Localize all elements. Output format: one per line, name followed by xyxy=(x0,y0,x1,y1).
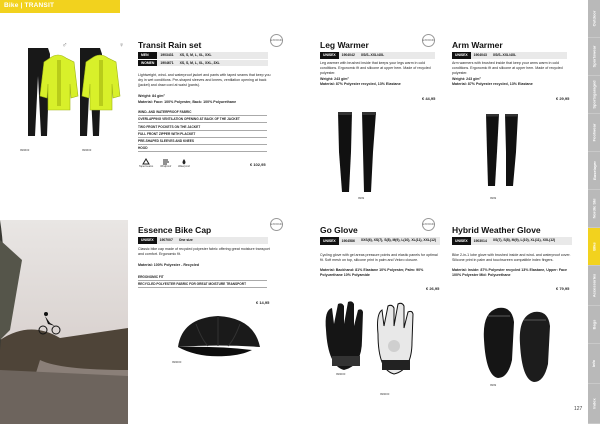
arm-warmer-material: Material: 87% Polyester recycled, 13% Elastane xyxy=(452,82,533,86)
bike-cap-badge: EXPAND xyxy=(270,218,283,231)
table-row xyxy=(138,52,268,59)
hybrid-glove-material: Material: Inside: 87% Polyester recycled 13% Elastane, Upper: Face 100% Polyester Mid: Polyurethane xyxy=(452,268,568,277)
go-glove-color-code-a: 999000 xyxy=(336,372,346,376)
hybrid-glove-color-code: 9999 xyxy=(490,383,497,387)
go-glove-price: € 26,95 xyxy=(426,286,440,291)
hybrid-glove-size-table xyxy=(452,237,572,246)
tab-info[interactable]: Info xyxy=(588,344,600,384)
table-row xyxy=(320,52,435,59)
arm-warmer-price: € 29,95 xyxy=(556,96,570,101)
leg-warmer-color-code: 9999 xyxy=(358,196,365,200)
feature-item: WIND- AND WATERPROOF FABRIC xyxy=(138,109,267,116)
row-sizes: XS, S, M, L, XL, XXL, 3XL xyxy=(177,59,268,67)
rain-set-weight: Weight: 84 g/m² xyxy=(138,94,165,98)
bike-cap-size-table xyxy=(138,237,268,245)
rain-set-color-code-b: 999603 xyxy=(82,148,92,152)
leg-warmer-description: Leg warmer with brushed inside that keeps your legs warm in cold conditions. Ergonomic fit and silicone at upper hem. Made of recycled polyester. xyxy=(320,61,431,75)
table-row xyxy=(320,237,440,245)
row-sizes: XXS(6), XS(7), S(8), M(9), L(10), XL(11), XXL(12) xyxy=(358,237,440,245)
table-row xyxy=(452,237,572,245)
male-symbol: ♂ xyxy=(62,42,68,49)
go-glove-image xyxy=(318,300,428,390)
leg-warmer-price: € 44,95 xyxy=(422,96,436,101)
rain-set-image xyxy=(18,40,130,145)
windproof-icon: Windproof xyxy=(160,158,171,168)
rain-set-description: Lightweight, wind- and waterproof jacket and pants with taped seams that keep you dry in wet conditions. Pre-shaped sleeves and knees, ventilation opening at back (jacket) and draw cord at waist (pants). xyxy=(138,73,271,87)
hybrid-glove-description: Bike 2-in-1 lobe glove with brushed inside and wind- and waterproof cover. Silicone print in palm and touchscreen compatible index fingers. xyxy=(452,253,571,262)
rain-set-badge: EXPAND xyxy=(270,34,283,47)
go-glove-size-table xyxy=(320,237,440,246)
row-sizes: XS, S, M, L, XL, XXL xyxy=(177,52,268,59)
row-code: 1904586 xyxy=(339,237,358,245)
row-code: 1904042 xyxy=(339,52,358,59)
taped-seams-icon: Taped seams xyxy=(139,158,153,168)
hybrid-glove-title: Hybrid Weather Glove xyxy=(452,225,541,235)
row-label: UNISEX xyxy=(320,52,339,59)
rain-set-feature-icons xyxy=(139,158,190,168)
breadcrumb: Bike | TRANSIT xyxy=(4,2,55,9)
row-code: 1903014 xyxy=(471,237,490,245)
tab-sportsgaraged[interactable]: Sportsgaraged xyxy=(588,76,600,114)
hybrid-glove-price: € 79,95 xyxy=(556,286,570,291)
table-row xyxy=(452,52,567,59)
tab-sportswear[interactable]: Sportswear xyxy=(588,38,600,76)
arm-warmer-size-table xyxy=(452,52,567,60)
leg-warmer-material: Material: 87% Polyester recycled, 13% Elastane xyxy=(320,82,401,86)
bike-cap-description: Classic bike cap made of recycled polyester fabric offering great moisture transport and comfort. Ergonomic fit. xyxy=(138,247,270,256)
bike-cap-price: € 14,95 xyxy=(256,300,270,305)
waterproof-icon: Waterproof xyxy=(178,158,190,168)
rain-set-size-table xyxy=(138,52,268,67)
cyclist-photo xyxy=(0,220,128,424)
tab-bags[interactable]: Bags xyxy=(588,306,600,344)
arm-warmer-weight: Weight: 243 g/m² xyxy=(452,77,481,81)
row-code: 1903431 xyxy=(157,52,176,59)
bike-cap-color-code: 999000 xyxy=(172,360,182,364)
feature-item: TWO FRONT POCKETS ON THE JACKET xyxy=(138,123,267,130)
go-glove-badge: EXPAND xyxy=(422,218,435,231)
row-label: UNISEX xyxy=(452,52,471,59)
feature-item: OVERLAPPING VENTILATION OPENING AT BACK OF THE JACKET xyxy=(138,116,267,123)
leg-warmer-size-table xyxy=(320,52,435,60)
page-number: 127 xyxy=(574,406,583,412)
go-glove-color-code-b: 999000 xyxy=(380,392,390,396)
arm-warmer-image xyxy=(478,112,528,192)
tab-outdoor[interactable]: Outdoor xyxy=(588,0,600,38)
row-label: UNISEX xyxy=(138,237,157,244)
feature-item: HOOD xyxy=(138,145,267,152)
leg-warmer-weight: Weight: 243 g/m² xyxy=(320,77,349,81)
bike-cap-title: Essence Bike Cap xyxy=(138,225,212,235)
table-row xyxy=(138,59,268,67)
row-label: UNISEX xyxy=(452,237,471,245)
feature-item: PRE-SHAPED SLEEVES AND KNEES xyxy=(138,138,267,145)
feature-item: RECYCLED POLYESTER FABRIC FOR GREAT MOISTURE TRANSPORT xyxy=(138,281,267,288)
arm-warmer-description: Arm warmers with brushed inside that keep your arms warm in cold conditions. Ergonomic fit and silicone at upper hem. Made of recycled polyester. xyxy=(452,61,563,75)
tab-nordic-ski[interactable]: Nordic Ski xyxy=(588,190,600,228)
go-glove-title: Go Glove xyxy=(320,225,358,235)
row-sizes: XS/S–XXL/4XL xyxy=(490,52,567,59)
row-code: 1907007 xyxy=(157,237,176,244)
row-label: UNISEX xyxy=(320,237,339,245)
bike-cap-features xyxy=(138,274,267,288)
tab-bike[interactable]: Bike xyxy=(588,228,600,266)
tab-footwear[interactable]: Footwear xyxy=(588,114,600,152)
row-code: 1904671 xyxy=(157,59,176,67)
row-sizes: XS/S–XXL/4XL xyxy=(358,52,435,59)
rain-set-color-code-a: 999603 xyxy=(20,148,30,152)
leg-warmer-image xyxy=(328,110,388,195)
rain-set-title: Transit Rain set xyxy=(138,40,202,50)
row-code: 1904043 xyxy=(471,52,490,59)
row-sizes: XS(7), S(8), M(9), L(10), XL(11), XXL(12) xyxy=(490,237,572,245)
hybrid-glove-image xyxy=(478,300,558,385)
go-glove-description: Cycling glove with gel areas pressure points and elastic panels for optimal fit. Soft mesh on top, silicone print in palm and Velcro closure. xyxy=(320,253,438,262)
feature-item: ERGONOMIC FIT xyxy=(138,274,267,281)
table-row xyxy=(138,237,268,244)
feature-item: FULL FRONT ZIPPER WITH PLACKET xyxy=(138,131,267,138)
bike-cap-material: Material: 100% Polyester - Recycled xyxy=(138,263,200,267)
bike-cap-image xyxy=(168,312,268,362)
rain-set-features xyxy=(138,109,267,152)
leg-warmer-title: Leg Warmer xyxy=(320,40,369,50)
section-header-bar xyxy=(0,0,120,13)
arm-warmer-title: Arm Warmer xyxy=(452,40,503,50)
tab-baselayer[interactable]: Baselayer xyxy=(588,152,600,190)
female-symbol: ♀ xyxy=(119,42,125,49)
tab-index[interactable]: Index xyxy=(588,384,600,424)
go-glove-material: Material: Backhand: 81% Elastane 10% Polyester, Palm: 90% Polyurethane 10% Polyamide xyxy=(320,268,424,277)
rain-set-price: € 102,95 xyxy=(250,162,266,167)
category-sidebar xyxy=(588,0,600,424)
row-label: WOMEN xyxy=(138,59,157,67)
tab-accessories[interactable]: Accessories xyxy=(588,266,600,306)
rain-set-material: Material: Face: 100% Polyester, Back: 100% Polyurethane xyxy=(138,100,237,104)
leg-warmer-badge: EXPAND xyxy=(422,34,435,47)
arm-warmer-color-code: 9999 xyxy=(490,196,497,200)
row-sizes: One size xyxy=(176,237,268,244)
row-label: MEN xyxy=(138,52,157,59)
